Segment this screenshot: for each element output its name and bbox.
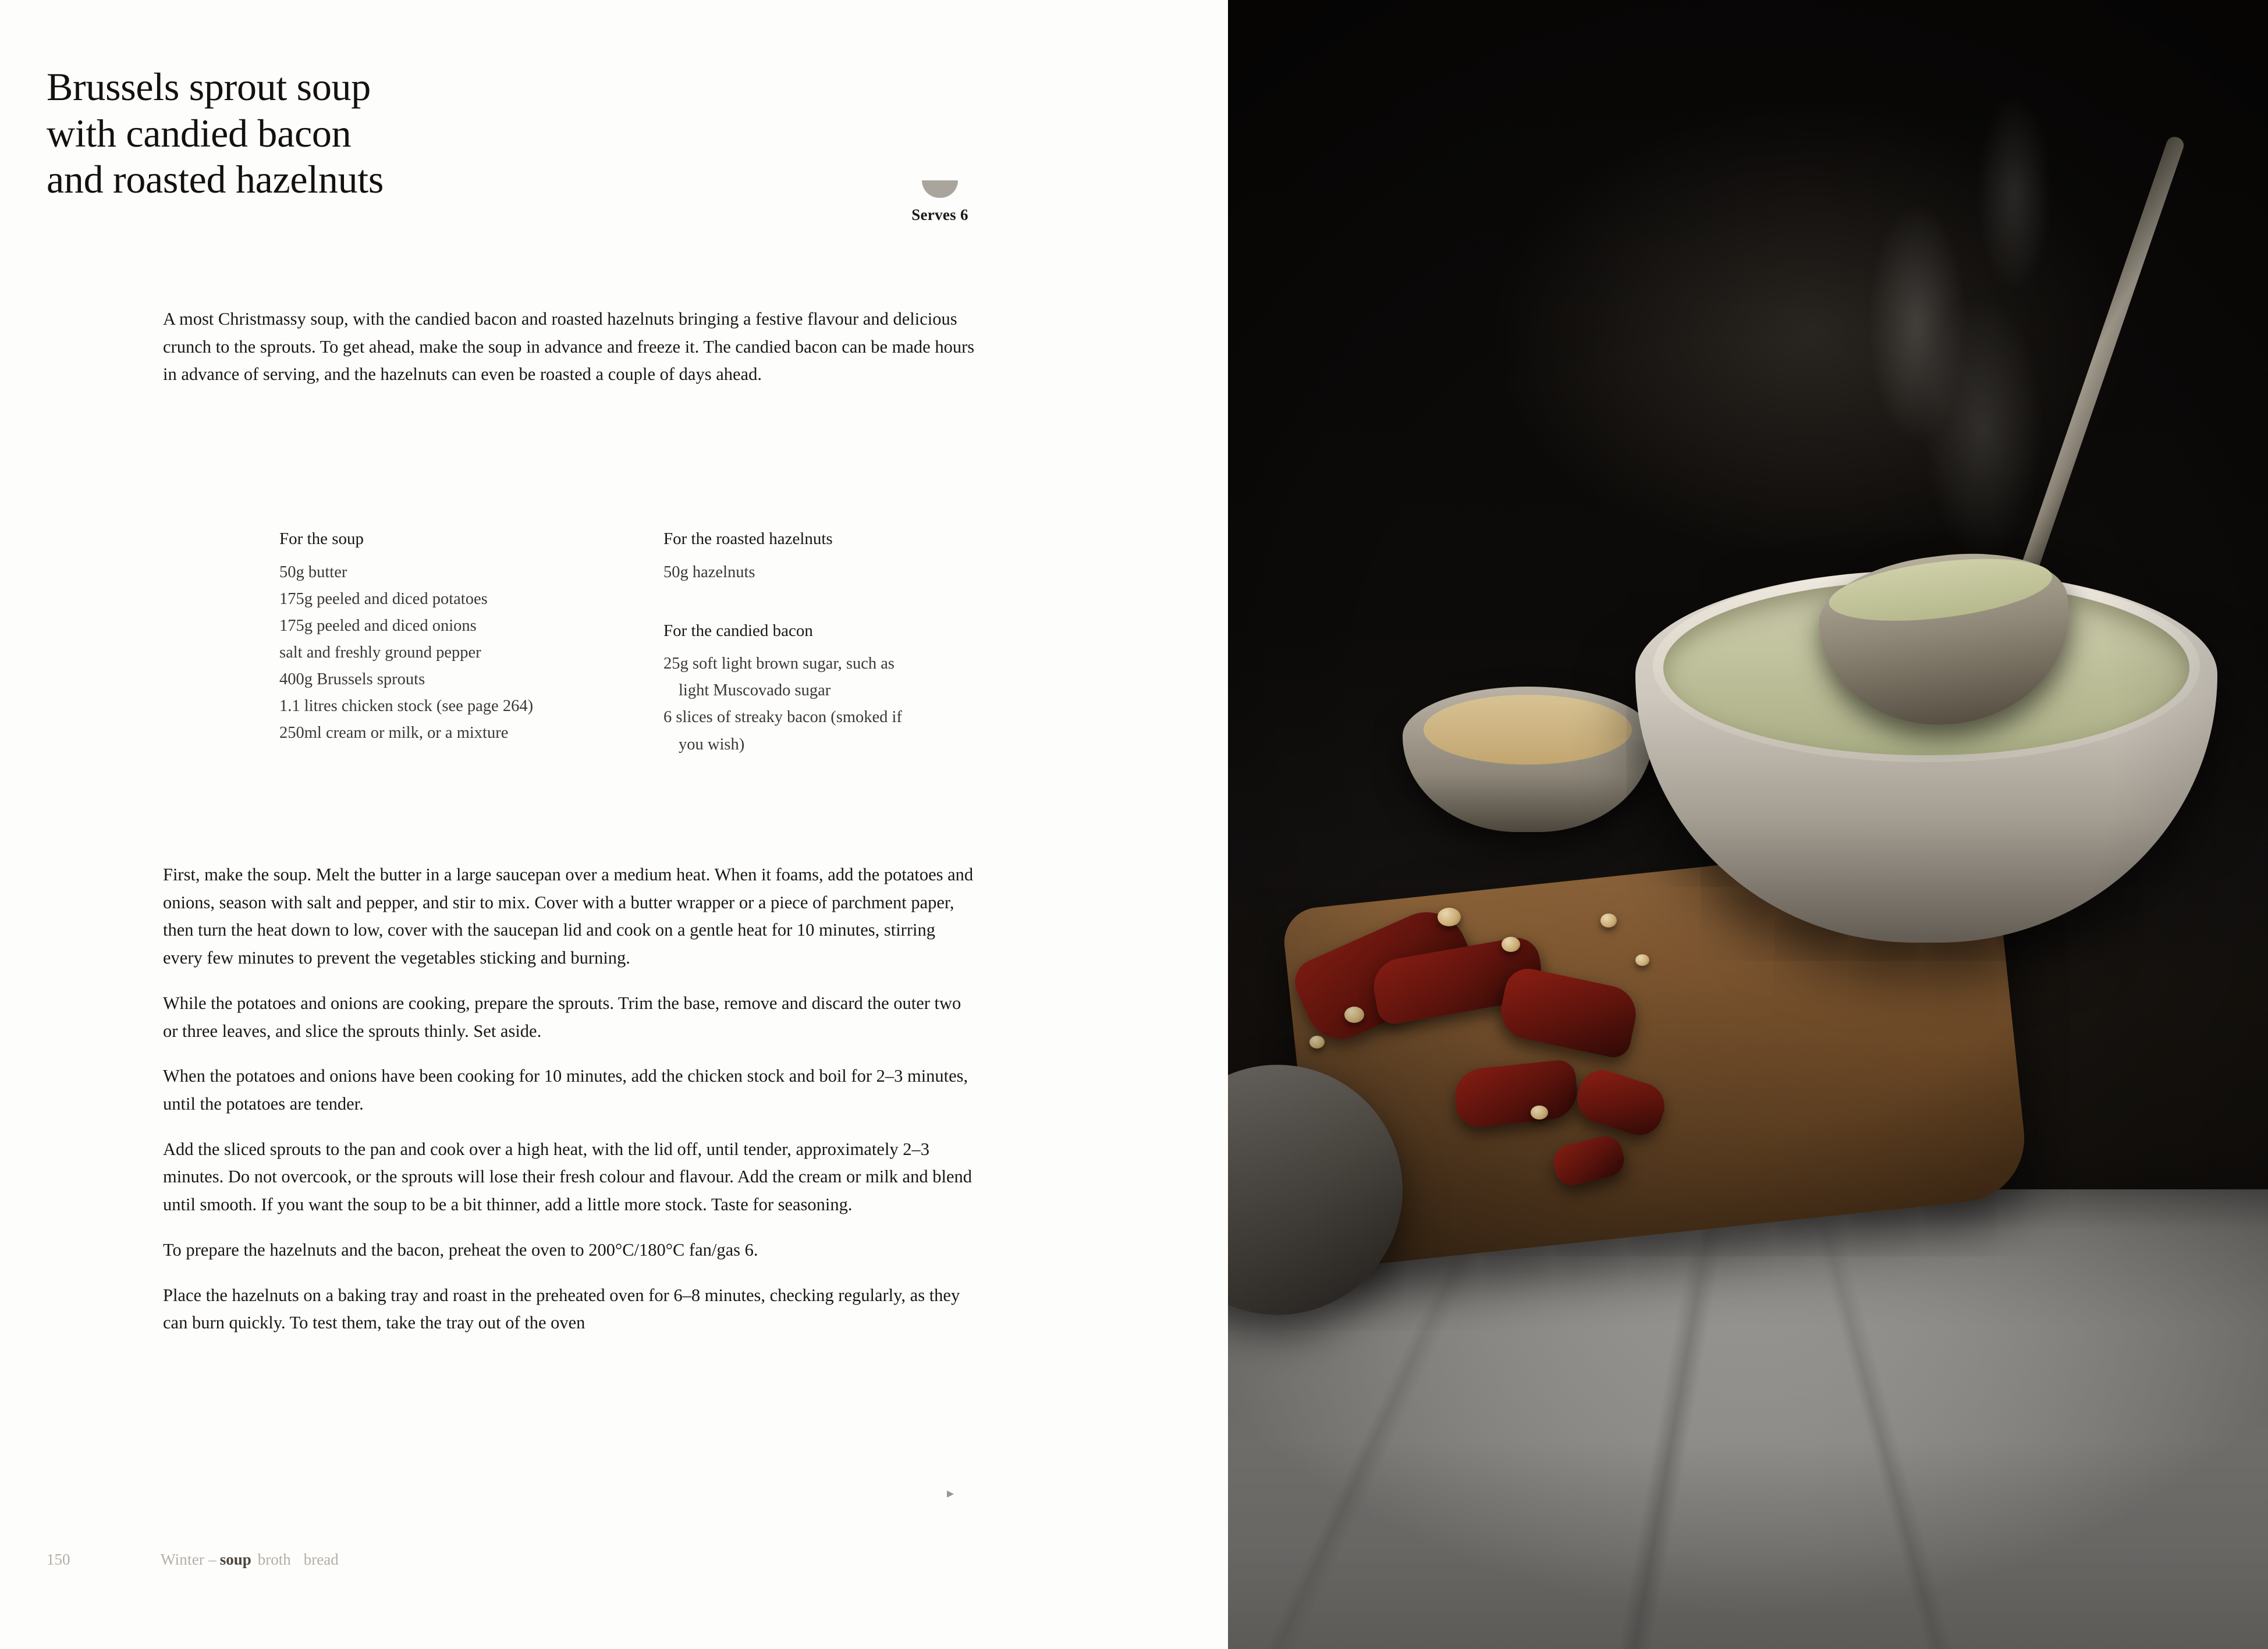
list-item: 175g peeled and diced onions [279,616,477,635]
continued-arrow-icon: ▸ [947,1486,954,1501]
list-item: salt and freshly ground pepper [279,643,481,662]
footer-category-bread: bread [303,1551,339,1568]
ingredients-list-soup [279,559,582,747]
list-item [663,704,966,758]
footer-season: Winter – [161,1551,216,1568]
recipe-title [47,64,687,203]
recipe-title-line-1: Brussels sprout soup [47,65,371,109]
page-number: 150 [47,1551,70,1568]
method-step: First, make the soup. Melt the butter in a large saucepan over a medium heat. When it foams, add the potatoes and onions, season with salt and pepper, and stir to mix. Cover with a butter wrapper or a piece of parchment paper, then turn the heat down to low, cover with the saucepan lid and cook on a gentle heat for 10 minutes, stirring every few minutes to prevent the vegetables sticking and burning. [163,865,974,968]
method-section [163,861,978,1337]
serves-label: Serves 6 [911,206,968,223]
hazelnut-pile [1424,695,1632,765]
list-item: 1.1 litres chicken stock (see page 264) [279,697,534,716]
hazelnut [1531,1106,1548,1120]
serves-block [876,180,1004,224]
page-footer [47,1551,803,1569]
list-item-line-1: 25g soft light brown sugar, such as [663,655,895,673]
ingredients-column-right [663,527,966,758]
list-item: 50g butter [279,563,347,581]
ingredients-section [279,527,1007,758]
recipe-intro [163,305,978,389]
hazelnut [1344,1007,1364,1023]
list-item-line-1: 6 slices of streaky bacon (smoked if [663,708,902,727]
recipe-intro-text: A most Christmassy soup, with the candied bacon and roasted hazelnuts bringing a festive flavour and delicious crunch to the sprouts. To get ahead, make the soup in advance and freeze it. The candied bacon can be made hours in advance of serving, and the hazelnuts can even be roasted a couple of days ahead. [163,309,975,385]
ingredients-heading-hazelnuts: For the roasted hazelnuts [663,529,833,548]
hazelnut [1309,1036,1325,1049]
ingredients-list-bacon [663,651,966,758]
list-item: 50g hazelnuts [663,563,755,581]
method-step: Add the sliced sprouts to the pan and cook over a high heat, with the lid off, until tender, approximately 2–3 minutes. Do not overcook, or the sprouts will lose their fresh colour and flavour. Add the cream or milk and blend until smooth. If you want the soup to be a bit thinner, add a little more stock. Taste for seasoning. [163,1139,972,1215]
list-item: 400g Brussels sprouts [279,670,425,689]
page-title [47,64,687,203]
footer-category-broth: broth [257,1551,291,1568]
list-item-line-2: you wish) [679,735,745,754]
method-step: To prepare the hazelnuts and the bacon, preheat the oven to 200°C/180°C fan/gas 6. [163,1239,758,1260]
recipe-title-line-2: with candied bacon [47,111,352,155]
hazelnut [1438,908,1461,926]
ingredients-column-left [279,527,582,758]
steam [1740,35,2182,559]
ingredients-list-hazelnuts [663,559,966,586]
hazelnut [1635,954,1649,966]
list-item: 250ml cream or milk, or a mixture [279,724,509,742]
method-step: While the potatoes and onions are cooking, prepare the sprouts. Trim the base, remove and discard the outer two or three leaves, and slice the sprouts thinly. Set aside. [163,993,961,1041]
hazelnut [1600,914,1617,927]
list-item-line-2: light Muscovado sugar [679,681,831,700]
list-item: 175g peeled and diced potatoes [279,589,488,608]
footer-category-active: soup [219,1551,251,1568]
bowl-icon [922,180,958,198]
recipe-title-line-3: and roasted hazelnuts [47,157,384,202]
ingredients-heading-bacon: For the candied bacon [663,621,813,640]
ingredients-heading-soup: For the soup [279,529,364,548]
list-item [663,651,966,704]
method-step: When the potatoes and onions have been cooking for 10 minutes, add the chicken stock and boil for 2–3 minutes, until the potatoes are tender. [163,1066,968,1114]
method-step: Place the hazelnuts on a baking tray and roast in the preheated oven for 6–8 minutes, checking regularly, as they can burn quickly. To test them, take the tray out of the oven [163,1285,960,1333]
hazelnut [1502,937,1520,952]
recipe-photo [1228,0,2268,1649]
